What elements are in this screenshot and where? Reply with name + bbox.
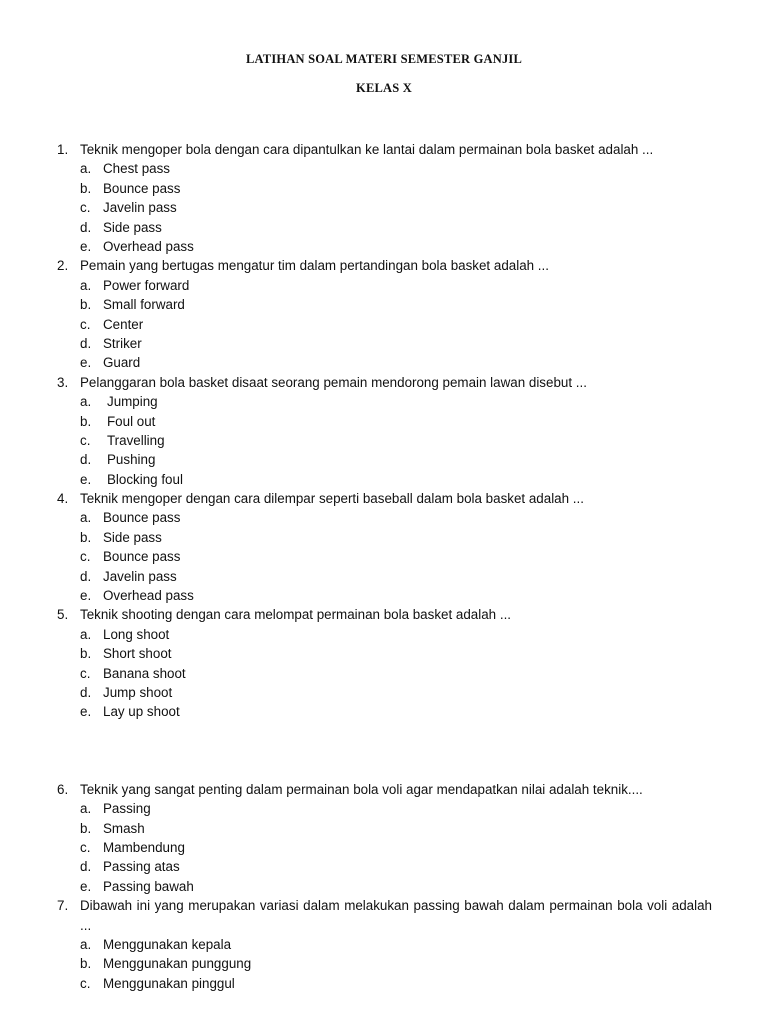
question-text: Pelanggaran bola basket disaat seorang pemain mendorong pemain lawan disebut ... xyxy=(80,374,587,390)
question-stem xyxy=(0,256,768,275)
question-list xyxy=(0,140,768,993)
question-number: 2. xyxy=(57,258,69,274)
class-label: KELAS X xyxy=(356,81,412,95)
option-letter: a. xyxy=(80,626,92,642)
answer-option xyxy=(0,334,768,353)
answer-option xyxy=(0,935,768,954)
answer-option xyxy=(0,819,768,838)
answer-option xyxy=(0,838,768,857)
question-number: 4. xyxy=(57,491,69,507)
option-text: Pushing xyxy=(107,452,156,468)
question-stem xyxy=(0,140,768,159)
question-item xyxy=(0,780,768,896)
answer-option xyxy=(0,276,768,295)
question-stem xyxy=(0,605,768,624)
question-number: 5. xyxy=(57,607,69,623)
question-number: 7. xyxy=(57,898,69,914)
answer-option xyxy=(0,353,768,372)
question-text: Teknik yang sangat penting dalam permainan bola voli agar mendapatkan nilai adalah teknik.... xyxy=(80,781,643,797)
option-text: Guard xyxy=(103,355,141,371)
option-letter: d. xyxy=(80,452,92,468)
option-text: Small forward xyxy=(103,297,185,313)
option-text: Banana shoot xyxy=(103,665,186,681)
answer-option xyxy=(0,567,768,586)
question-number: 3. xyxy=(57,374,69,390)
answer-option xyxy=(0,315,768,334)
question-item xyxy=(0,140,768,256)
question-item xyxy=(0,896,768,993)
answer-option xyxy=(0,179,768,198)
option-letter: b. xyxy=(80,956,92,972)
option-letter: c. xyxy=(80,432,91,448)
question-item xyxy=(0,489,768,605)
option-text: Passing xyxy=(103,801,151,817)
option-text: Bounce pass xyxy=(103,549,181,565)
option-text: Short shoot xyxy=(103,646,172,662)
option-letter: d. xyxy=(80,568,92,584)
answer-option xyxy=(0,644,768,663)
document-title: LATIHAN SOAL MATERI SEMESTER GANJIL xyxy=(245,52,523,66)
option-text: Travelling xyxy=(107,432,165,448)
option-letter: e. xyxy=(80,471,92,487)
question-stem xyxy=(0,373,768,392)
question-number: 6. xyxy=(57,781,69,797)
option-text: Jump shoot xyxy=(103,685,173,701)
option-text: Javelin pass xyxy=(103,568,177,584)
option-letter: a. xyxy=(80,161,92,177)
option-letter: c. xyxy=(80,975,91,991)
option-letter: a. xyxy=(80,936,92,952)
question-stem xyxy=(0,896,768,935)
option-text: Menggunakan pinggul xyxy=(103,975,235,991)
answer-option xyxy=(0,295,768,314)
option-letter: c. xyxy=(80,549,91,565)
option-text: Blocking foul xyxy=(107,471,183,487)
option-text: Overhead pass xyxy=(103,588,194,604)
option-letter: c. xyxy=(80,200,91,216)
option-letter: d. xyxy=(80,219,92,235)
option-letter: b. xyxy=(80,180,92,196)
answer-option xyxy=(0,974,768,993)
answer-option xyxy=(0,470,768,489)
option-text: Bounce pass xyxy=(103,180,181,196)
option-letter: b. xyxy=(80,413,92,429)
answer-option xyxy=(0,218,768,237)
option-text: Foul out xyxy=(107,413,156,429)
answer-option xyxy=(0,392,768,411)
question-text: Teknik shooting dengan cara melompat permainan bola basket adalah ... xyxy=(80,607,512,623)
answer-option xyxy=(0,198,768,217)
option-text: Striker xyxy=(103,335,142,351)
option-text: Jumping xyxy=(107,394,158,410)
answer-option xyxy=(0,954,768,973)
answer-option xyxy=(0,877,768,896)
option-letter: e. xyxy=(80,878,92,894)
option-text: Long shoot xyxy=(103,626,170,642)
option-text: Chest pass xyxy=(103,161,170,177)
option-text: Side pass xyxy=(103,219,162,235)
answer-option xyxy=(0,586,768,605)
answer-option xyxy=(0,702,768,721)
answer-option xyxy=(0,237,768,256)
option-letter: d. xyxy=(80,685,92,701)
answer-option xyxy=(0,508,768,527)
option-text: Passing atas xyxy=(103,859,180,875)
option-letter: b. xyxy=(80,820,92,836)
option-text: Javelin pass xyxy=(103,200,177,216)
question-item xyxy=(0,373,768,489)
answer-option xyxy=(0,799,768,818)
answer-option xyxy=(0,664,768,683)
option-letter: e. xyxy=(80,704,92,720)
question-text: Pemain yang bertugas mengatur tim dalam pertandingan bola basket adalah ... xyxy=(80,258,549,274)
answer-option xyxy=(0,857,768,876)
question-text: Dibawah ini yang merupakan variasi dalam melakukan passing bawah dalam permainan bola voli adalah ... xyxy=(80,898,712,933)
option-letter: c. xyxy=(80,316,91,332)
question-item xyxy=(0,605,768,721)
option-letter: e. xyxy=(80,355,92,371)
option-text: Bounce pass xyxy=(103,510,181,526)
option-text: Passing bawah xyxy=(103,878,194,894)
answer-option xyxy=(0,528,768,547)
option-letter: c. xyxy=(80,665,91,681)
option-letter: e. xyxy=(80,238,92,254)
option-letter: a. xyxy=(80,394,92,410)
option-letter: b. xyxy=(80,297,92,313)
option-letter: a. xyxy=(80,801,92,817)
answer-option xyxy=(0,450,768,469)
answer-option xyxy=(0,431,768,450)
option-letter: a. xyxy=(80,510,92,526)
option-text: Overhead pass xyxy=(103,238,194,254)
answer-option xyxy=(0,547,768,566)
option-letter: b. xyxy=(80,646,92,662)
option-letter: d. xyxy=(80,335,92,351)
option-text: Side pass xyxy=(103,529,162,545)
question-stem xyxy=(0,489,768,508)
option-text: Power forward xyxy=(103,277,190,293)
option-letter: a. xyxy=(80,277,92,293)
answer-option xyxy=(0,412,768,431)
option-text: Smash xyxy=(103,820,145,836)
question-text: Teknik mengoper dengan cara dilempar seperti baseball dalam bola basket adalah ... xyxy=(80,491,584,507)
option-text: Menggunakan kepala xyxy=(103,936,232,952)
option-letter: d. xyxy=(80,859,92,875)
option-text: Center xyxy=(103,316,144,332)
answer-option xyxy=(0,683,768,702)
option-text: Menggunakan punggung xyxy=(103,956,252,972)
question-item xyxy=(0,256,768,372)
question-stem xyxy=(0,780,768,799)
option-letter: e. xyxy=(80,588,92,604)
answer-option xyxy=(0,625,768,644)
option-letter: c. xyxy=(80,839,91,855)
question-text: Teknik mengoper bola dengan cara dipantulkan ke lantai dalam permainan bola basket adalah ... xyxy=(80,142,654,157)
option-text: Lay up shoot xyxy=(103,704,180,720)
question-number: 1. xyxy=(57,142,69,157)
option-text: Mambendung xyxy=(103,839,185,855)
answer-option xyxy=(0,159,768,178)
option-letter: b. xyxy=(80,529,92,545)
